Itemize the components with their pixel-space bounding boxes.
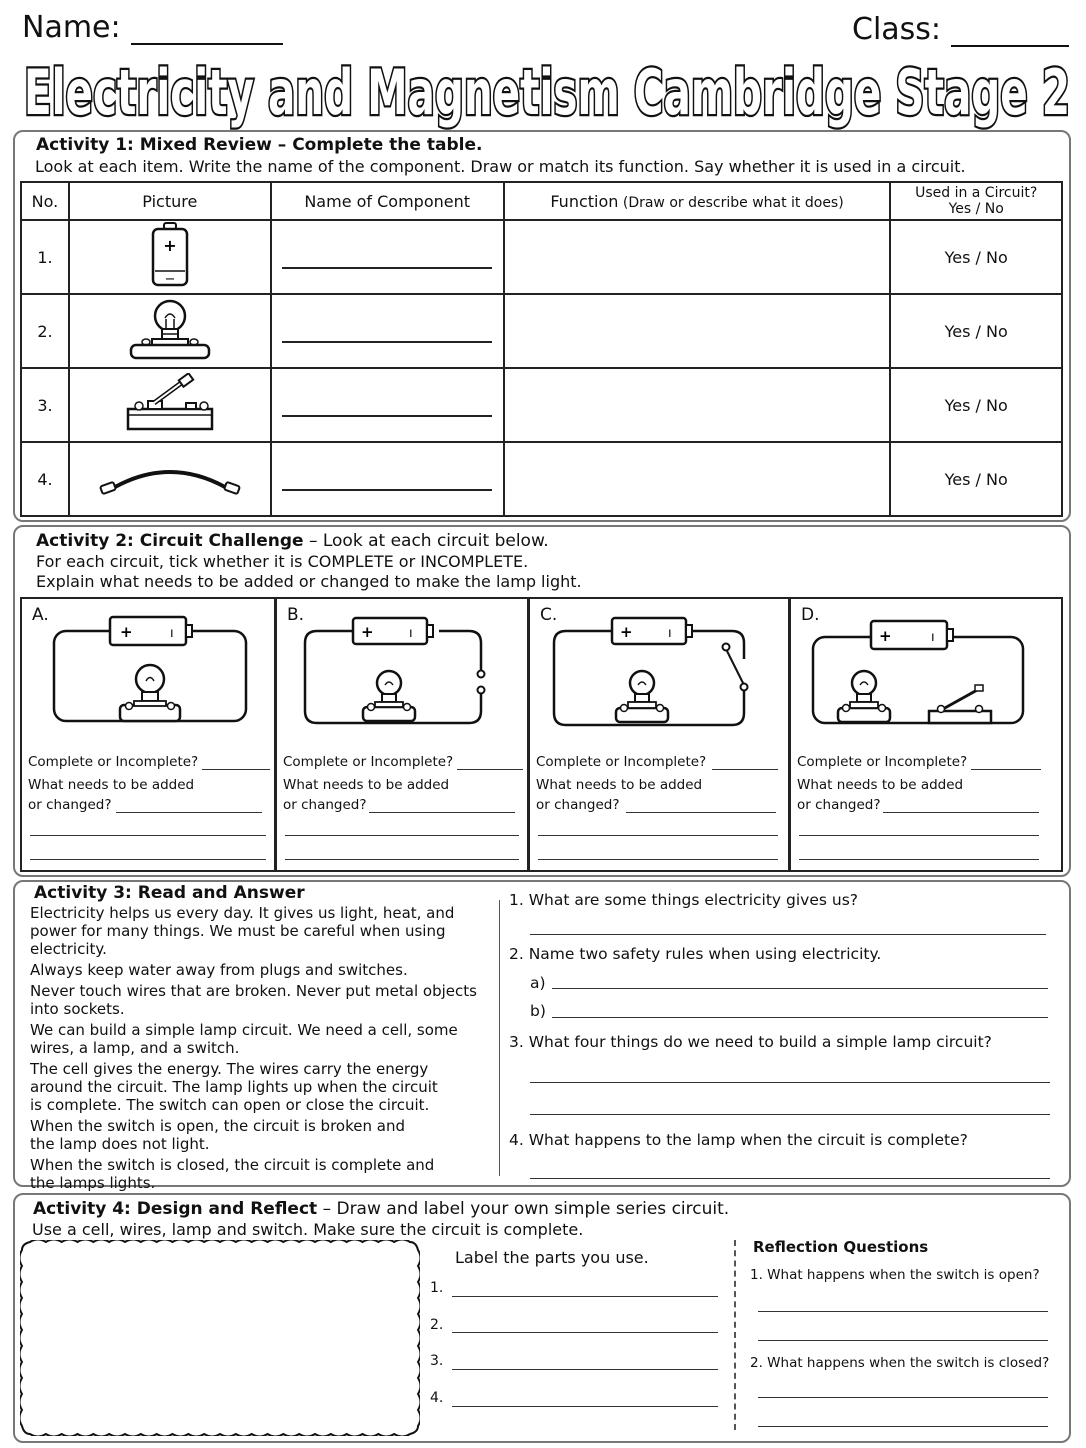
- label-line[interactable]: [452, 1406, 718, 1407]
- row-number: 1.: [21, 220, 69, 294]
- answer-line[interactable]: [758, 1426, 1048, 1427]
- answer-line[interactable]: [530, 1082, 1050, 1083]
- answer-line[interactable]: [530, 934, 1046, 935]
- worksheet-title: [22, 54, 1072, 130]
- picture-cell: [69, 368, 271, 442]
- col-name: Name of Component: [271, 182, 504, 220]
- question-3: 3. What four things do we need to build a simple lamp circuit?: [509, 1033, 992, 1051]
- circuit-q1: Complete or Incomplete?: [536, 754, 707, 770]
- switch-closed-icon: [929, 685, 991, 723]
- table-row: [21, 294, 1062, 368]
- answer-line[interactable]: [30, 859, 266, 860]
- col-used: Used in a Circuit? Yes / No: [890, 182, 1062, 220]
- circuit-q1: Complete or Incomplete?: [28, 754, 199, 770]
- answer-line[interactable]: [369, 812, 515, 813]
- passage-paragraph: [30, 982, 498, 1018]
- question-2b-label: b): [530, 1002, 546, 1020]
- answer-line[interactable]: [30, 835, 266, 836]
- circuit-letter: C.: [540, 605, 558, 625]
- answer-line[interactable]: [538, 835, 778, 836]
- name-field[interactable]: [22, 10, 283, 45]
- answer-line[interactable]: [530, 1178, 1050, 1179]
- answer-line[interactable]: [457, 769, 523, 770]
- activity2-line3: Explain what needs to be added or changed to make the lamp light.: [36, 572, 582, 591]
- svg-text:+: +: [120, 623, 133, 641]
- picture-cell: [69, 442, 271, 516]
- name-answer-cell[interactable]: [271, 442, 504, 516]
- circuit-q1: Complete or Incomplete?: [283, 754, 454, 770]
- svg-text:−: −: [164, 272, 176, 287]
- reflection-divider: [734, 1240, 736, 1430]
- row-number: 3.: [21, 368, 69, 442]
- reflection-question-1: 1. What happens when the switch is open?: [750, 1267, 1040, 1283]
- answer-line[interactable]: [552, 1017, 1048, 1018]
- name-answer-line[interactable]: [282, 315, 492, 343]
- activity4-title: Activity 4: Design and Reflect – Draw and label your own simple series circuit.: [33, 1199, 730, 1219]
- svg-text:ı: ı: [668, 626, 672, 641]
- passage-paragraph: [30, 1156, 498, 1192]
- activity1-title: Activity 1: Mixed Review – Complete the table.: [36, 135, 483, 155]
- svg-text:+: +: [879, 627, 892, 645]
- passage-line: Always keep water away from plugs and switches.: [30, 961, 408, 979]
- name-answer-cell[interactable]: [271, 220, 504, 294]
- reading-passage: [30, 904, 498, 1195]
- passage-line: the lamp does not light.: [30, 1135, 210, 1153]
- answer-line[interactable]: [758, 1340, 1048, 1341]
- circuit-letter: B.: [287, 605, 305, 625]
- label-line[interactable]: [452, 1332, 718, 1333]
- circuit-d-box: [789, 597, 1063, 872]
- col-picture: Picture: [69, 182, 271, 220]
- lamp-icon: [838, 671, 890, 722]
- answer-line[interactable]: [202, 769, 270, 770]
- class-field[interactable]: [852, 12, 1069, 47]
- passage-line: The cell gives the energy. The wires carry the energy: [30, 1060, 429, 1078]
- circuit-a-box: [20, 597, 276, 872]
- reflection-heading: Reflection Questions: [753, 1238, 929, 1256]
- answer-line[interactable]: [883, 812, 1039, 813]
- wire-icon: [95, 457, 245, 497]
- passage-line: We can build a simple lamp circuit. We need a cell, some: [30, 1021, 458, 1039]
- col-no: No.: [21, 182, 69, 220]
- picture-cell: [69, 294, 271, 368]
- circuit-d-diagram: [809, 613, 1029, 731]
- table-header-row: [21, 182, 1062, 220]
- passage-paragraph: [30, 1021, 498, 1057]
- drawing-area[interactable]: [20, 1240, 420, 1436]
- circuit-q2a: What needs to be added: [797, 777, 964, 793]
- answer-line[interactable]: [552, 988, 1048, 989]
- svg-text:ı: ı: [170, 626, 174, 641]
- answer-line[interactable]: [758, 1397, 1048, 1398]
- circuit-q2a: What needs to be added: [28, 777, 195, 793]
- circuit-q2a: What needs to be added: [536, 777, 703, 793]
- yes-no-cell[interactable]: Yes / No: [890, 294, 1062, 368]
- name-blank-line[interactable]: [131, 17, 283, 45]
- yes-no-cell[interactable]: Yes / No: [890, 368, 1062, 442]
- circuit-q2b: or changed?: [797, 797, 881, 813]
- name-answer-cell[interactable]: [271, 294, 504, 368]
- label-heading: Label the parts you use.: [455, 1248, 649, 1267]
- question-4: 4. What happens to the lamp when the circuit is complete?: [509, 1131, 968, 1149]
- function-answer-cell[interactable]: [504, 442, 891, 516]
- answer-line[interactable]: [758, 1311, 1048, 1312]
- svg-text:ı: ı: [931, 630, 935, 645]
- battery-cell-icon: [140, 221, 200, 289]
- activity1-instructions: Look at each item. Write the name of the component. Draw or match its function. Say whether it is used in a circuit.: [35, 157, 966, 176]
- answer-line[interactable]: [799, 835, 1039, 836]
- circuit-letter: A.: [32, 605, 49, 625]
- answer-line[interactable]: [971, 769, 1041, 770]
- reflection-question-2: 2. What happens when the switch is closed?: [750, 1355, 1050, 1371]
- passage-paragraph: [30, 1060, 498, 1114]
- answer-line[interactable]: [116, 812, 262, 813]
- circuit-b-box: [275, 597, 529, 872]
- column-divider: [499, 900, 500, 1176]
- label-line[interactable]: [452, 1369, 718, 1370]
- answer-line[interactable]: [538, 859, 778, 860]
- answer-line[interactable]: [799, 859, 1039, 860]
- lamp-bulb-icon: [128, 296, 212, 362]
- yes-no-cell[interactable]: Yes / No: [890, 442, 1062, 516]
- passage-line: Electricity helps us every day. It gives us light, heat, and: [30, 904, 455, 922]
- circuit-c-diagram: [550, 613, 750, 731]
- svg-text:+: +: [620, 623, 633, 641]
- circuit-a-diagram: [50, 609, 250, 729]
- question-1: 1. What are some things electricity gives us?: [509, 891, 858, 909]
- passage-line: into sockets.: [30, 1000, 125, 1018]
- switch-icon: [122, 373, 218, 433]
- picture-cell: [69, 220, 271, 294]
- function-answer-cell[interactable]: [504, 294, 891, 368]
- table-row: [21, 368, 1062, 442]
- passage-line: electricity.: [30, 940, 107, 958]
- function-answer-cell[interactable]: [504, 368, 891, 442]
- label-number: 2.: [430, 1317, 444, 1333]
- class-blank-line[interactable]: [951, 19, 1069, 47]
- circuit-q2b: or changed?: [536, 797, 620, 813]
- passage-line: When the switch is closed, the circuit is complete and: [30, 1156, 435, 1174]
- yes-no-cell[interactable]: Yes / No: [890, 220, 1062, 294]
- title-text: Electricity and Magnetism Cambridge Stage 2: [24, 56, 1070, 129]
- activity3-title: Activity 3: Read and Answer: [34, 883, 305, 903]
- label-line[interactable]: [452, 1296, 718, 1297]
- answer-line[interactable]: [712, 769, 778, 770]
- review-table: [20, 181, 1063, 517]
- circuit-q1: Complete or Incomplete?: [797, 754, 968, 770]
- passage-line: power for many things. We must be careful when using: [30, 922, 446, 940]
- passage-line: the lamps lights.: [30, 1174, 156, 1192]
- passage-line: wires, a lamp, and a switch.: [30, 1039, 240, 1057]
- passage-line: Never touch wires that are broken. Never put metal objects: [30, 982, 477, 1000]
- answer-line[interactable]: [285, 859, 519, 860]
- circuit-b-diagram: [301, 613, 491, 728]
- question-2: 2. Name two safety rules when using electricity.: [509, 945, 882, 963]
- passage-line: is complete. The switch can open or close the circuit.: [30, 1096, 430, 1114]
- svg-text:+: +: [361, 623, 374, 641]
- activity2-title: Activity 2: Circuit Challenge – Look at each circuit below.: [36, 531, 549, 551]
- activity4-line2: Use a cell, wires, lamp and switch. Make sure the circuit is complete.: [32, 1220, 584, 1239]
- passage-line: When the switch is open, the circuit is broken and: [30, 1117, 405, 1135]
- question-2a-label: a): [530, 974, 546, 992]
- table-row: [21, 220, 1062, 294]
- lamp-icon: [616, 671, 668, 722]
- passage-line: around the circuit. The lamp lights up when the circuit: [30, 1078, 438, 1096]
- row-number: 4.: [21, 442, 69, 516]
- row-number: 2.: [21, 294, 69, 368]
- circuit-c-box: [528, 597, 790, 872]
- answer-line[interactable]: [626, 812, 776, 813]
- passage-paragraph: [30, 1117, 498, 1153]
- circuit-q2b: or changed?: [28, 797, 112, 813]
- name-answer-cell[interactable]: [271, 368, 504, 442]
- answer-line[interactable]: [530, 1114, 1050, 1115]
- function-answer-cell[interactable]: [504, 220, 891, 294]
- passage-paragraph: [30, 961, 498, 979]
- answer-line[interactable]: [285, 835, 519, 836]
- label-number: 1.: [430, 1280, 444, 1296]
- svg-text:+: +: [163, 236, 177, 255]
- class-label: Class:: [852, 12, 942, 47]
- circuit-letter: D.: [801, 605, 820, 625]
- circuit-q2b: or changed?: [283, 797, 367, 813]
- label-number: 4.: [430, 1390, 444, 1406]
- svg-text:ı: ı: [409, 626, 413, 641]
- lamp-icon: [120, 665, 180, 721]
- activity2-line2: For each circuit, tick whether it is COMPLETE or INCOMPLETE.: [36, 552, 529, 571]
- name-answer-line[interactable]: [282, 389, 492, 417]
- col-function: Function (Draw or describe what it does): [504, 182, 891, 220]
- name-answer-line[interactable]: [282, 241, 492, 269]
- table-row: [21, 442, 1062, 516]
- name-label: Name:: [22, 10, 121, 45]
- lamp-icon: [363, 671, 415, 721]
- circuit-q2a: What needs to be added: [283, 777, 450, 793]
- label-number: 3.: [430, 1353, 444, 1369]
- name-answer-line[interactable]: [282, 463, 492, 491]
- passage-paragraph: [30, 904, 498, 958]
